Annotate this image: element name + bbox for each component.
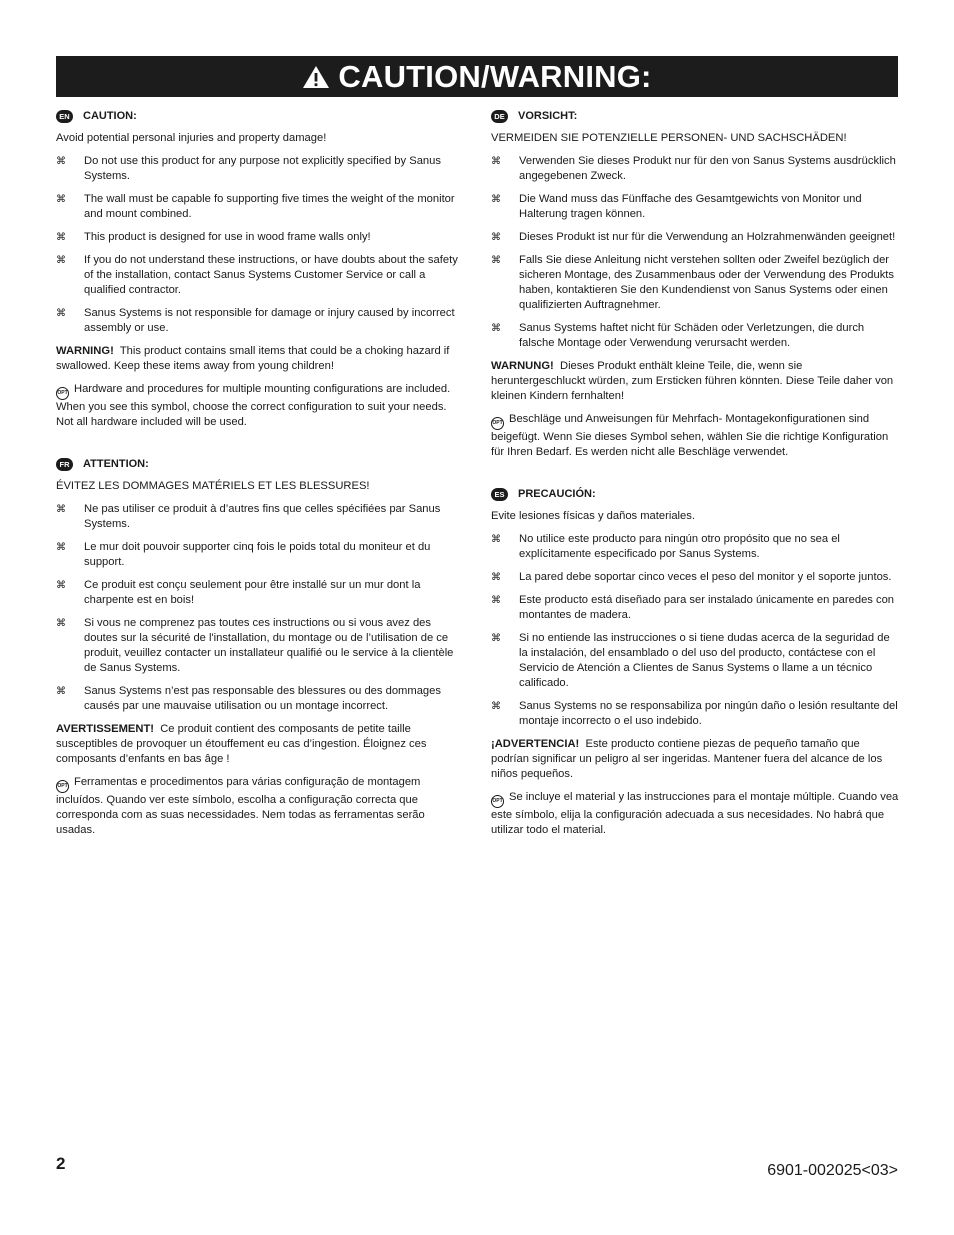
list-item [491,532,899,562]
list-item-text: Do not use this product for any purpose not explicitly specified by Sanus Systems. [84,155,441,182]
section-header [56,108,464,124]
list-item-text: Sanus Systems n’est pas responsable des blessures ou des dommages causés par une mauvaise utilisation ou un montage incorrect. [84,685,441,712]
section-title: ATTENTION: [83,457,149,470]
list-item-text: Si vous ne comprenez pas toutes ces instructions ou si vous avez des doutes sur la sécurité de l'installation, du montage ou de l’utilisation de ce produit, veuillez contacter un installateur qualifié ou le service à la clientèle de Sanus Systems. [84,617,454,674]
options-text: Se incluye el material y las instrucciones para el montaje múltiple. Cuando vea este símbolo, elija la configuración adecuada a sus necesidades. No habrá que utilizar todo el material. [491,791,899,836]
bullet-icon: ⌘ [56,686,66,697]
document-code: 6901-002025<03> [767,1162,898,1179]
options-text: Ferramentas e procedimentos para várias configuração de montagem incluídos. Quando ver este símbolo, escolha a configuração correcta que corresponda com as suas necessidades. Nem todas as ferramentas serão usadas. [56,776,425,836]
warning-label: ¡ADVERTENCIA! [491,738,580,750]
bullet-list [56,154,464,336]
section-title: PRECAUCIÓN: [518,487,596,500]
language-badge-en: EN [56,110,73,123]
list-item [56,616,464,676]
list-item-text: Sanus Systems haftet nicht für Schäden oder Verletzungen, die durch falsche Montage oder Verwendung verursacht werden. [519,322,865,349]
warning-paragraph [491,737,899,782]
list-item-text: Dieses Produkt ist nur für die Verwendung an Holzrahmenwänden geeignet! [519,231,896,243]
list-item [491,192,899,222]
list-item [56,578,464,608]
section-header [491,486,899,502]
list-item-text: Sanus Systems no se responsabiliza por ningún daño o lesión resultante del montaje incorrecto o el uso indebido. [519,700,898,727]
bullet-list [56,502,464,714]
section-es [491,486,899,838]
list-item-text: Sanus Systems is not responsible for damage or injury caused by incorrect assembly or use. [84,307,455,334]
bullet-icon: ⌘ [491,572,501,583]
warning-text: Ce produit contient des composants de petite taille susceptibles de provoquer un étouffement eu cas d’ingestion. Éloignez ces composants d’enfants en bas âge ! [56,723,427,765]
section-de [491,108,899,460]
options-icon: OPT [56,780,69,793]
section-header [491,108,899,124]
warning-paragraph [56,344,464,374]
list-item [56,253,464,298]
list-item-text: No utilice este producto para ningún otro propósito que no sea el explícitamente especificado por Sanus Systems. [519,533,840,560]
options-icon: OPT [491,417,504,430]
list-item-text: Este producto está diseñado para ser instalado únicamente en paredes con montantes de madera. [519,594,895,621]
section-title: CAUTION: [83,109,137,122]
bullet-icon: ⌘ [56,542,66,553]
language-badge-de: DE [491,110,508,123]
list-item [56,502,464,532]
list-item [491,321,899,351]
options-paragraph [491,790,899,838]
list-item-text: This product is designed for use in wood frame walls only! [84,231,371,243]
warning-triangle-icon [302,65,330,89]
options-text: Hardware and procedures for multiple mounting configurations are included. When you see this symbol, choose the correct configuration to suit your needs. Not all hardware included will be used. [56,383,451,428]
bullet-list [491,532,899,729]
list-item [56,540,464,570]
list-item-text: La pared debe soportar cinco veces el peso del monitor y el soporte juntos. [519,571,892,583]
options-text: Beschläge und Anweisungen für Mehrfach- Montagekonfigurationen sind beigefügt. Wenn Sie dieses Symbol sehen, wählen Sie die richtige Konfiguration für Ihren Bedarf. Es werden nicht alle Beschläge verwendet. [491,413,889,458]
list-item [491,154,899,184]
bullet-icon: ⌘ [56,580,66,591]
list-item [491,253,899,313]
language-badge-fr: FR [56,458,73,471]
section-fr [56,456,464,838]
list-item-text: Le mur doit pouvoir supporter cinq fois le poids total du moniteur et du support. [84,541,431,568]
list-item [491,570,899,585]
bullet-icon: ⌘ [56,308,66,319]
warning-text: Dieses Produkt enthält kleine Teile, die, wenn sie heruntergeschluckt würden, zum Ersticken führen könnten. Diese Teile daher von kleinen Kindern fernhalten! [491,360,894,402]
warning-text: Este producto contiene piezas de pequeño tamaño que podrían significar un peligro al ser ingeridas. Mantener fuera del alcance de los niños pequeños. [491,738,883,780]
left-column [56,108,464,846]
section-title: VORSICHT: [518,109,578,122]
warning-label: AVERTISSEMENT! [56,723,154,735]
warning-paragraph [56,722,464,767]
bullet-icon: ⌘ [56,618,66,629]
warning-label: WARNING! [56,345,114,357]
options-icon: OPT [56,387,69,400]
bullet-icon: ⌘ [491,194,501,205]
right-column [491,108,899,846]
list-item [491,631,899,691]
bullet-icon: ⌘ [491,156,501,167]
bullet-icon: ⌘ [491,633,501,644]
warning-text: This product contains small items that could be a choking hazard if swallowed. Keep these items away from young children! [56,345,450,372]
list-item [56,154,464,184]
bullet-icon: ⌘ [491,255,501,266]
list-item [56,684,464,714]
list-item [491,230,899,245]
list-item [491,593,899,623]
list-item-text: Falls Sie diese Anleitung nicht verstehen sollten oder Zweifel bezüglich der sicheren Montage, des Zusammenbaus oder der Verwendung des Produkts haben, kontaktieren Sie den Kundendienst von Sanus Systems oder einen qualifizierten Auftragnehmer. [519,254,894,311]
list-item-text: If you do not understand these instructions, or have doubts about the safety of the installation, contact Sanus Systems Customer Service or call a qualified contractor. [84,254,458,296]
options-paragraph [56,775,464,838]
list-item [56,230,464,245]
warning-paragraph [491,359,899,404]
list-item-text: Ce produit est conçu seulement pour être installé sur un mur dont la charpente est en bois! [84,579,421,606]
language-badge-es: ES [491,488,508,501]
options-paragraph [491,412,899,460]
section-intro: ÉVITEZ LES DOMMAGES MATÉRIELS ET LES BLESSURES! [56,480,370,492]
list-item-text: Ne pas utiliser ce produit à d’autres fins que celles spécifiées par Sanus Systems. [84,503,441,530]
section-en [56,108,464,430]
bullet-icon: ⌘ [56,156,66,167]
bullet-icon: ⌘ [491,534,501,545]
bullet-icon: ⌘ [56,255,66,266]
page-number: 2 [56,1154,66,1173]
list-item-text: Si no entiende las instrucciones o si tiene dudas acerca de la seguridad de la instalación, del ensamblado o del uso del producto, contáctese con el Servicio de Atención a Clientes de Sanus Systems o llame a un técnico calificado. [519,632,890,689]
bullet-icon: ⌘ [56,504,66,515]
list-item [491,699,899,729]
bullet-icon: ⌘ [491,701,501,712]
list-item [56,192,464,222]
bullet-icon: ⌘ [491,595,501,606]
bullet-icon: ⌘ [56,194,66,205]
bullet-list [491,154,899,351]
section-header [56,456,464,472]
bullet-icon: ⌘ [491,232,501,243]
warning-label: WARNUNG! [491,360,554,372]
list-item-text: Verwenden Sie dieses Produkt nur für den von Sanus Systems ausdrücklich angegebenen Zweck. [519,155,896,182]
list-item-text: Die Wand muss das Fünffache des Gesamtgewichts von Monitor und Halterung tragen können. [519,193,862,220]
options-icon: OPT [491,795,504,808]
section-intro: Avoid potential personal injuries and property damage! [56,132,327,144]
options-paragraph [56,382,464,430]
bullet-icon: ⌘ [56,232,66,243]
list-item [56,306,464,336]
bullet-icon: ⌘ [491,323,501,334]
caution-warning-banner [56,56,898,97]
banner-title: CAUTION/WARNING: [338,58,652,94]
list-item-text: The wall must be capable fo supporting five times the weight of the monitor and mount combined. [84,193,455,220]
section-intro: VERMEIDEN SIE POTENZIELLE PERSONEN- UND SACHSCHÄDEN! [491,132,847,144]
section-intro: Evite lesiones físicas y daños materiales. [491,510,695,522]
